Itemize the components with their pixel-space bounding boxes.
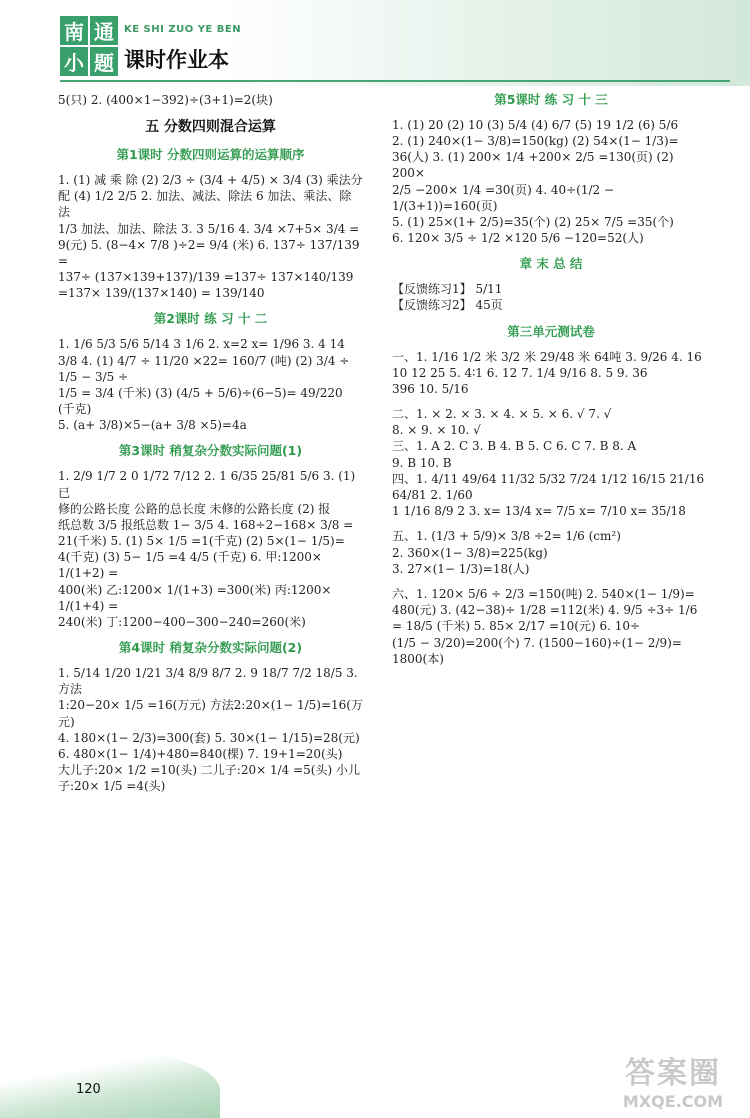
answer-line: 21(千米) 5. (1) 5× 1/5 =1(千克) (2) 5×(1− 1/5)=	[58, 534, 345, 549]
answer-line: 240(米) 丁:1200−400−300−240=260(米)	[58, 615, 306, 630]
watermark-url: MXQE.COM	[622, 1092, 724, 1111]
answer-line: 【反馈练习2】 45页	[392, 298, 503, 313]
answer-line: 4. 180×(1− 2/3)=300(套) 5. 30×(1− 1/15)=28(元)	[58, 730, 360, 745]
page-header	[0, 0, 750, 86]
lesson1-answers	[58, 172, 363, 302]
answer-line: 3/8 4. (1) 4/7 ÷ 11/20 ×22= 160/7 (吨) (2) 3/4 ÷ 1/5 − 3/5 ÷	[58, 353, 350, 384]
answer-line: 1/3 加法、加法、除法 3. 3 5/16 4. 3/4 ×7+5× 3/4 =	[58, 221, 360, 236]
logo-char: 题	[90, 47, 118, 76]
brand-logo	[60, 16, 118, 74]
answer-line: 9. B 10. B	[392, 455, 452, 470]
answer-line: 2/5 −200× 1/4 =30(页) 4. 40÷(1/2 − 1/(3+1))=160(页)	[392, 182, 615, 213]
answer-line: 二、1. × 2. × 3. × 4. × 5. × 6. √ 7. √	[392, 407, 612, 422]
answer-line: 5. (a+ 3/8)×5−(a+ 3/8 ×5)=4a	[58, 418, 247, 433]
answer-line: 1. 1/6 5/3 5/6 5/14 3 1/6 2. x=2 x= 1/96 3. 4 14	[58, 337, 345, 352]
right-column	[392, 92, 710, 667]
footer-leaf-decoration	[0, 1050, 220, 1118]
answer-line: 1. 2/9 1/7 2 0 1/72 7/12 2. 1 6/35 25/81 5/6 3. (1) 已	[58, 469, 356, 500]
answer-line: 9(元) 5. (8−4× 7/8 )÷2= 9/4 (米) 6. 137÷ 137/139 =	[58, 237, 360, 268]
brand-title: 课时作业本	[124, 48, 229, 72]
watermark-text: 答案圈	[625, 1056, 721, 1091]
spacer	[392, 519, 710, 528]
lesson-title: 第5课时 练 习 十 三	[494, 92, 608, 107]
answer-line: 三、1. A 2. C 3. B 4. B 5. C 6. C 7. B 8. A	[392, 439, 637, 454]
watermark	[608, 1048, 738, 1112]
answer-line: 396 10. 5/16	[392, 381, 469, 396]
answer-line: 400(米) 乙:1200× 1/(1+3) =300(米) 丙:1200× 1/(1+4) =	[58, 582, 332, 613]
unit-test-answers	[392, 349, 710, 667]
section-title: 章 末 总 结	[519, 256, 583, 272]
answer-line: 1. (1) 20 (2) 10 (3) 5/4 (4) 6/7 (5) 19 1/2 (6) 5/6	[392, 117, 679, 132]
lesson5-answers	[392, 117, 710, 247]
answer-line: 四、1. 4/11 49/64 11/32 5/32 7/24 1/12 16/15 21/16 64/81 2. 1/60	[392, 471, 705, 502]
answer-line: 五、1. (1/3 + 5/9)× 3/8 ÷2= 1/6 (cm²)	[392, 529, 621, 544]
section-title: 第三单元测试卷	[507, 323, 595, 339]
lesson2-answers	[58, 336, 363, 433]
answer-line: 大儿子:20× 1/2 =10(头) 二儿子:20× 1/4 =5(头) 小儿	[58, 763, 360, 778]
spacer	[392, 397, 710, 406]
answer-line: 36(人) 3. (1) 200× 1/4 +200× 2/5 =130(页) (2) 200×	[392, 150, 674, 181]
logo-char: 通	[90, 16, 118, 45]
answer-line: 1. (1) 减 乘 除 (2) 2/3 ÷ (3/4 + 4/5) × 3/4 (3) 乘法分	[58, 172, 363, 187]
answer-line: = 18/5 (千米) 5. 85× 2/17 =10(元) 6. 10÷	[392, 619, 641, 634]
header-divider	[60, 80, 730, 82]
spacer	[392, 577, 710, 586]
answer-line: 1. 5/14 1/20 1/21 3/4 8/9 8/7 2. 9 18/7 7/2 18/5 3. 方法	[58, 666, 358, 697]
answer-line: 6. 480×(1− 1/4)+480=840(棵) 7. 19+1=20(头)	[58, 747, 343, 762]
answer-line: 8. × 9. × 10. √	[392, 423, 481, 438]
answer-line: 配 (4) 1/2 2/5 2. 加法、减法、除法 6 加法、乘法、除法	[58, 189, 352, 220]
chapter-summary-answers	[392, 281, 710, 313]
answer-line: 5(只) 2. (400×1−392)÷(3+1)=2(块)	[58, 93, 273, 107]
answer-line: 480(元) 3. (42−38)÷ 1/28 =112(米) 4. 9/5 ÷3÷ 1/6	[392, 603, 698, 618]
answer-line: 2. (1) 240×(1− 3/8)=150(kg) (2) 54×(1− 1/3)=	[392, 134, 679, 149]
unit-title: 五 分数四则混合运算	[145, 119, 276, 136]
logo-char: 小	[60, 47, 88, 76]
answer-line: 6. 120× 3/5 ÷ 1/2 ×120 5/6 −120=52(人)	[392, 231, 644, 246]
answer-line: 子:20× 1/5 =4(头)	[58, 779, 166, 794]
answer-line: 纸总数 3/5 报纸总数 1− 3/5 4. 168÷2−168× 3/8 =	[58, 517, 354, 532]
answer-line: 1800(本)	[392, 651, 444, 666]
answer-line: 137÷ (137×139+137)/139 =137÷ 137×140/139 =137× 139/(137×140) = 139/140	[58, 270, 354, 301]
answer-line: 3. 27×(1− 1/3)=18(人)	[392, 561, 530, 576]
lesson-title: 第3课时 稍复杂分数实际问题(1)	[118, 443, 303, 459]
answer-line: 修的公路长度 公路的总长度 未修的公路长度 (2) 报	[58, 501, 331, 516]
answer-line: 六、1. 120× 5/6 ÷ 2/3 =150(吨) 2. 540×(1− 1/9)=	[392, 586, 695, 601]
lesson4-answers	[58, 665, 363, 795]
brand-english: KE SHI ZUO YE BEN	[124, 24, 242, 35]
lesson-title: 第1课时 分数四则运算的运算顺序	[116, 147, 305, 163]
lesson-title: 第4课时 稍复杂分数实际问题(2)	[118, 640, 303, 656]
answer-line: 5. (1) 25×(1+ 2/5)=35(个) (2) 25× 7/5 =35(个)	[392, 215, 674, 229]
logo-char: 南	[60, 16, 88, 45]
lesson3-answers	[58, 468, 363, 630]
lesson-title: 第2课时 练 习 十 二	[153, 311, 268, 327]
answer-line: 【反馈练习1】 5/11	[392, 282, 503, 297]
left-column	[58, 92, 363, 795]
answer-line: 一、1. 1/16 1/2 米 3/2 米 29/48 米 64吨 3. 9/26 4. 16	[392, 349, 702, 364]
answer-line: 1/5 = 3/4 (千米) (3) (4/5 + 5/6)÷(6−5)= 49/220 (千克)	[58, 385, 343, 417]
answer-line: 1 1/16 8/9 2 3. x= 13/4 x= 7/5 x= 7/10 x= 35/18	[392, 504, 686, 519]
answer-line: 10 12 25 5. 4∶1 6. 12 7. 1/4 9/16 8. 5 9. 36	[392, 365, 648, 380]
answer-line: (1/5 − 3/20)=200(个) 7. (1500−160)÷(1− 2/9)=	[392, 635, 682, 650]
answer-line: 1:20−20× 1/5 =16(万元) 方法2:20×(1− 1/5)=16(万元)	[58, 698, 363, 729]
answer-line: 4(千克) (3) 5− 1/5 =4 4/5 (千克) 6. 甲:1200× 1/(1+2) =	[58, 550, 322, 581]
page-number: 120	[76, 1082, 101, 1097]
answer-line: 2. 360×(1− 3/8)=225(kg)	[392, 545, 548, 560]
